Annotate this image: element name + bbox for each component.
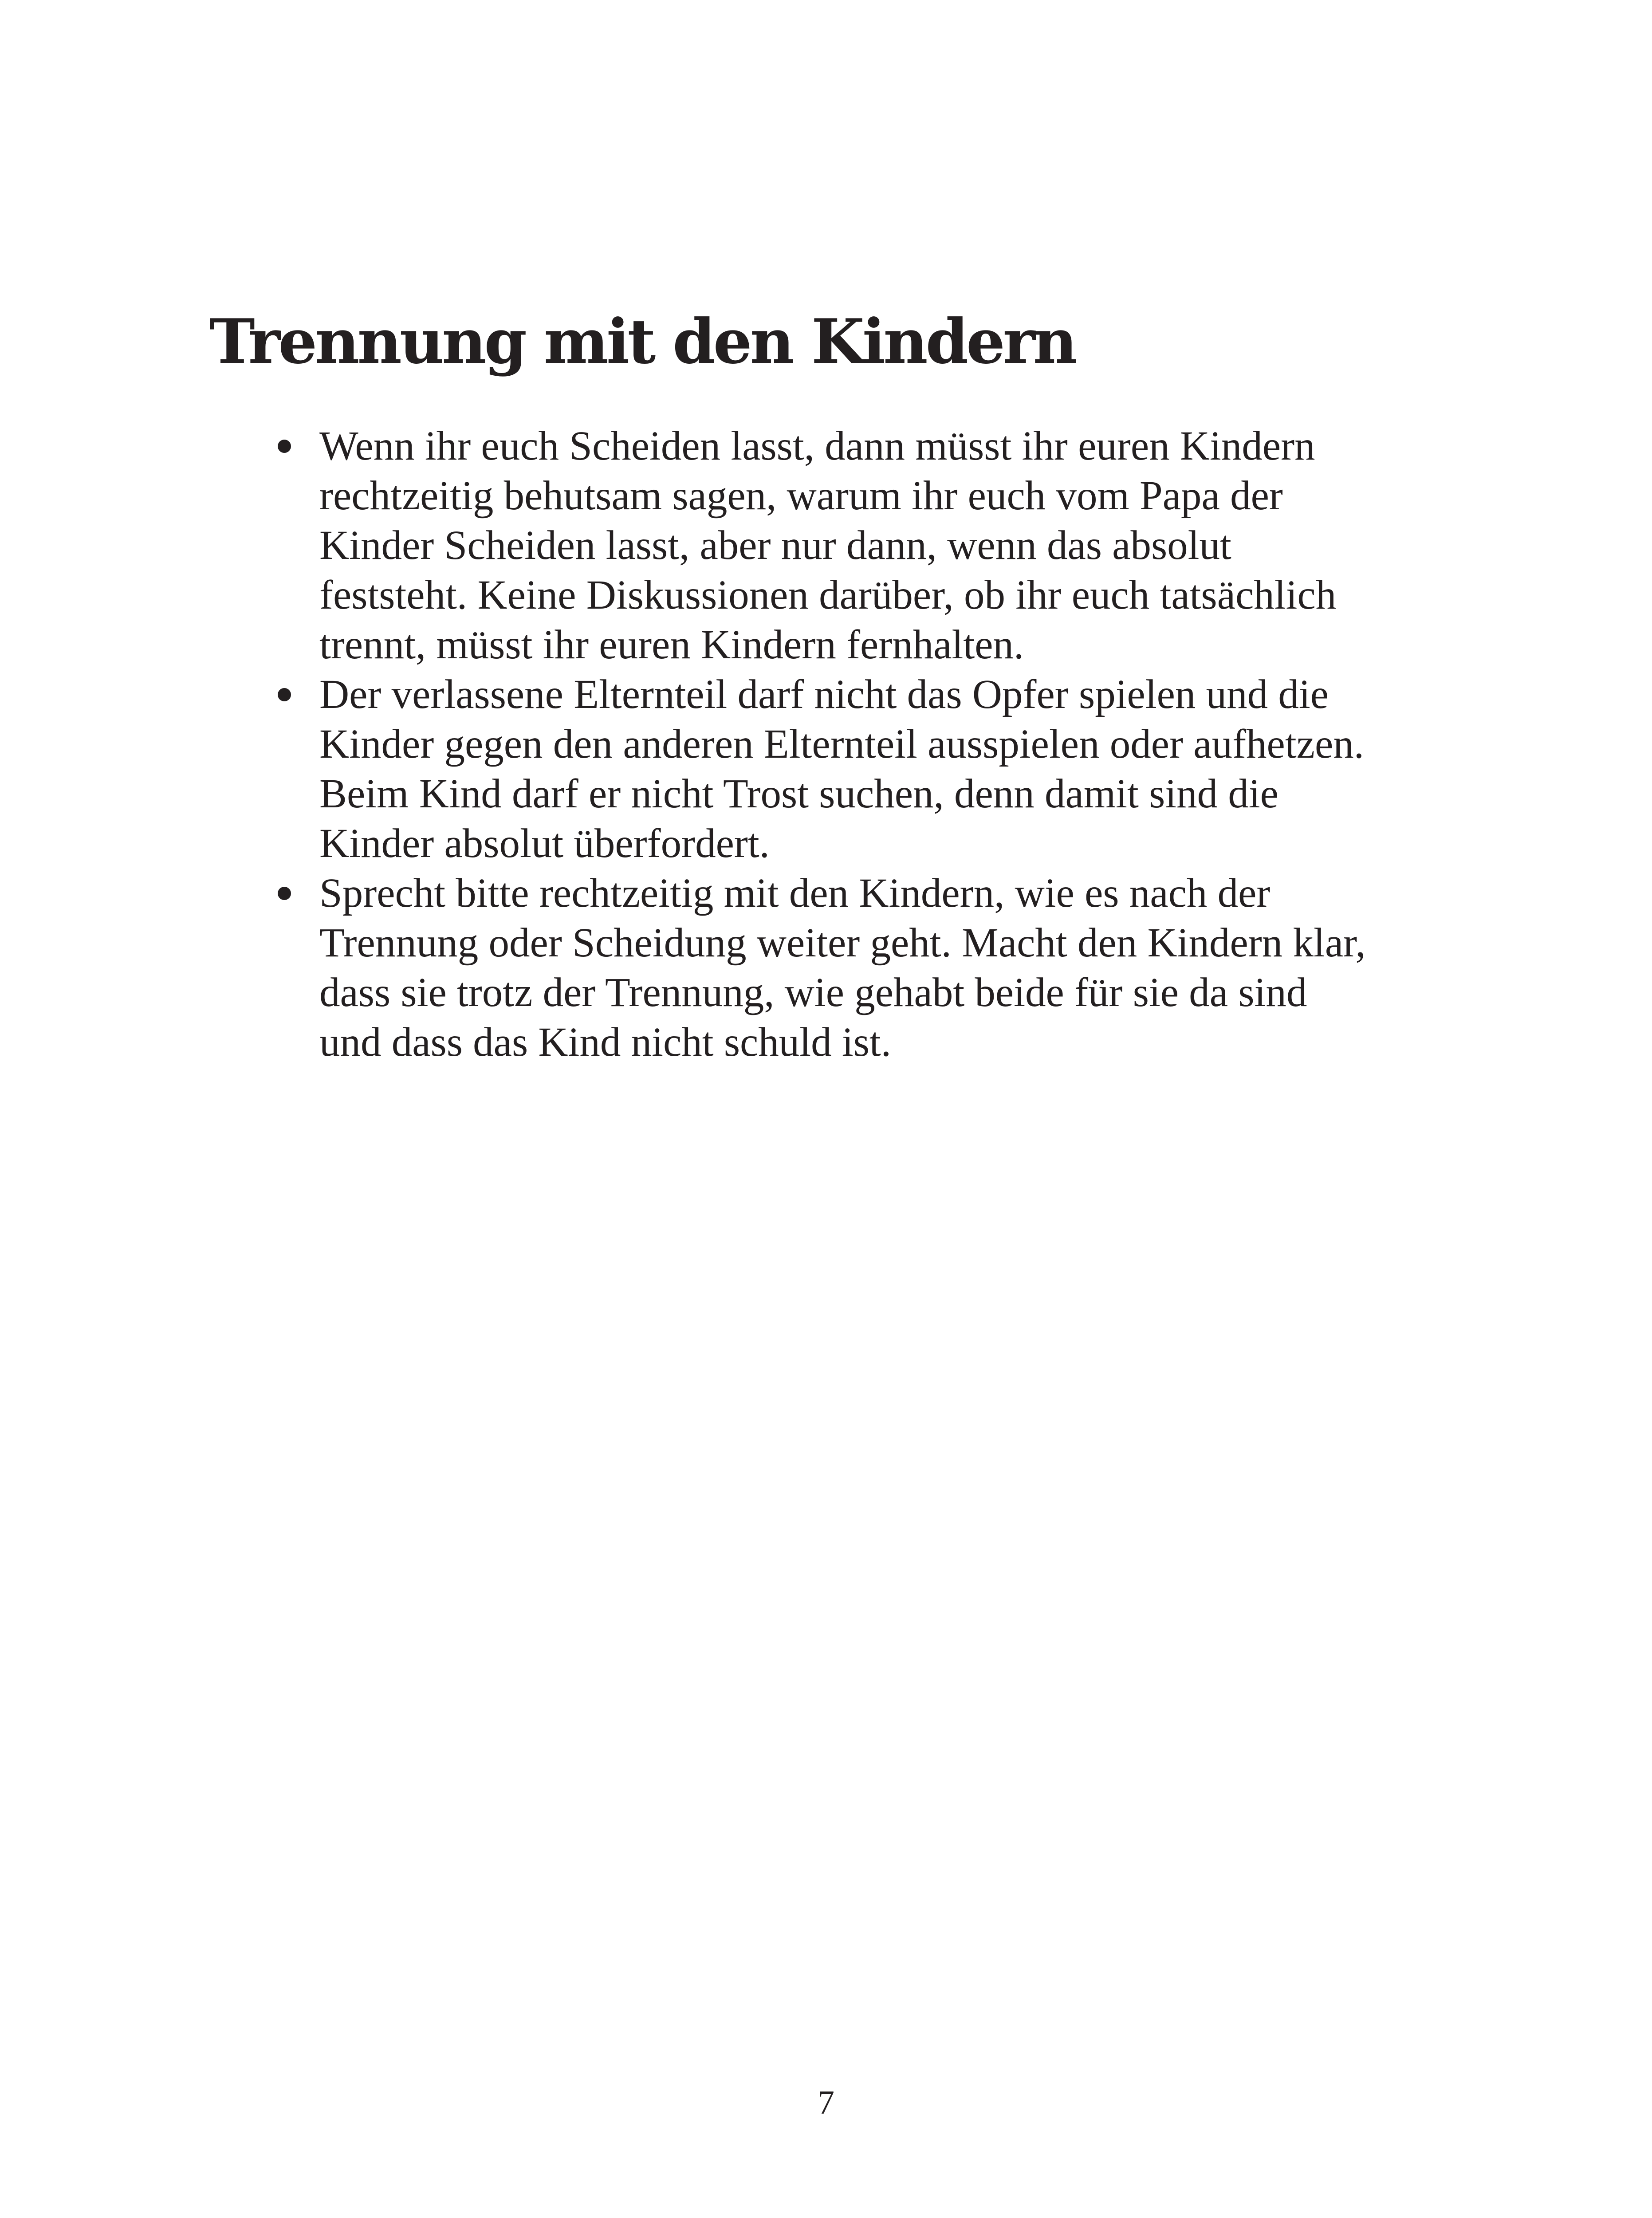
bullet-line: und dass das Kind nicht schuld ist. <box>319 1019 892 1065</box>
bullet-line: Trennung oder Scheidung weiter geht. Macht den Kindern klar, <box>319 920 1366 966</box>
bullet-icon <box>278 688 291 701</box>
list-item <box>271 670 1505 869</box>
bullet-line: dass sie trotz der Trennung, wie gehabt beide für sie da sind <box>319 970 1307 1015</box>
page-number: 7 <box>818 2084 834 2121</box>
bullet-line: Kinder absolut überfordert. <box>319 821 770 866</box>
bullet-line: trennt, müsst ihr euren Kindern fernhalten. <box>319 622 1024 668</box>
page-title: Trennung mit den Kindern <box>209 305 1075 378</box>
list-item <box>271 421 1505 670</box>
bullet-line: Kinder gegen den anderen Elternteil ausspielen oder aufhetzen. <box>319 721 1364 767</box>
bullet-icon <box>278 887 291 900</box>
bullet-line: feststeht. Keine Diskussionen darüber, ob ihr euch tatsächlich <box>319 572 1337 618</box>
bullet-line: Sprecht bitte rechtzeitig mit den Kindern, wie es nach der <box>319 870 1270 916</box>
bullet-line: Wenn ihr euch Scheiden lasst, dann müsst ihr euren Kindern <box>319 423 1315 469</box>
bullet-line: rechtzeitig behutsam sagen, warum ihr euch vom Papa der <box>319 473 1283 519</box>
bullet-line: Kinder Scheiden lasst, aber nur dann, wenn das absolut <box>319 523 1231 568</box>
bullet-list <box>271 421 1505 1067</box>
list-item <box>271 869 1505 1067</box>
bullet-icon <box>278 440 291 453</box>
bullet-line: Beim Kind darf er nicht Trost suchen, denn damit sind die <box>319 771 1278 817</box>
bullet-line: Der verlassene Elternteil darf nicht das Opfer spielen und die <box>319 672 1329 717</box>
